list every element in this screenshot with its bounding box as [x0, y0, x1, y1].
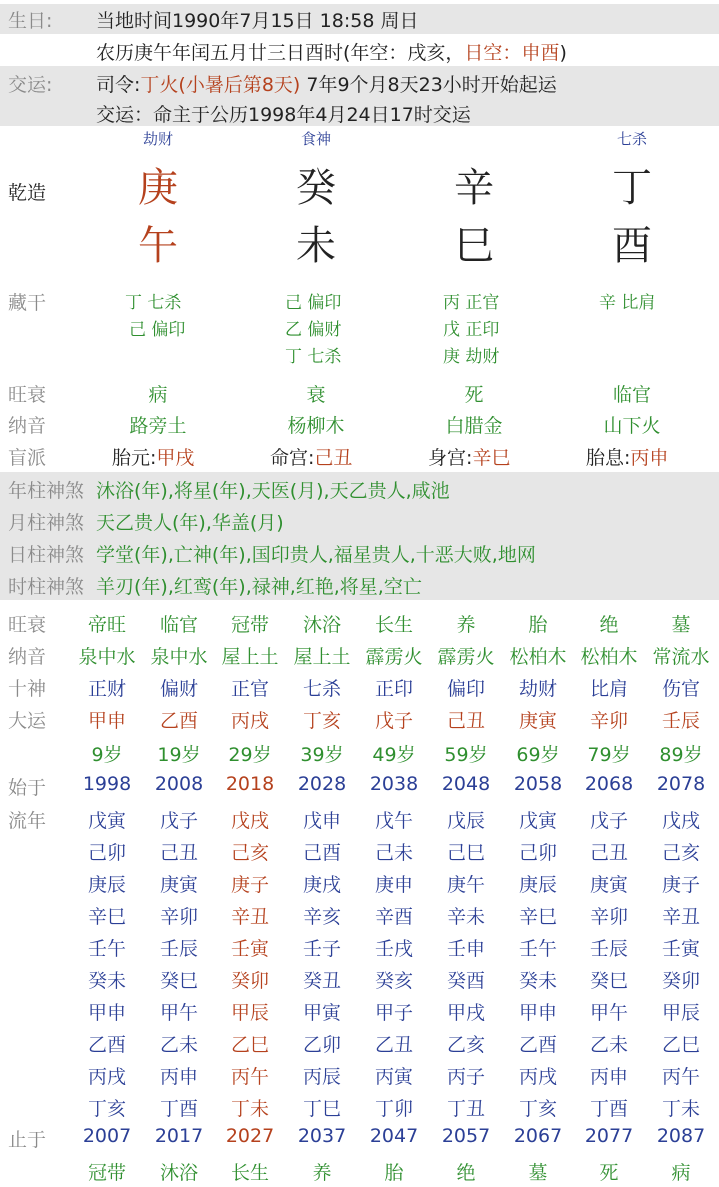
dayun-state: 沐浴 [302, 614, 341, 636]
liunian-cell: 乙未 [159, 1034, 198, 1056]
dayun-state: 临官 [159, 614, 198, 636]
mangpai-label: 盲派 [8, 447, 47, 469]
liunian-cell: 庚寅 [589, 874, 628, 896]
dayun-age: 19岁 [157, 744, 201, 766]
birth-line-2-d: ) [559, 42, 567, 64]
pillar-nayin-value: 路旁土 [129, 415, 187, 437]
dayun-nayin: 松柏木 [509, 646, 567, 668]
liunian-cell: 癸未 [87, 970, 126, 992]
dayun-state: 绝 [599, 614, 619, 636]
liunian-cell: 庚申 [374, 874, 413, 896]
shensha-text: 天乙贵人(年),华盖(月) [96, 512, 284, 534]
commander-value: 丁火(小暑后第8天) [140, 74, 301, 96]
liunian-cell: 辛未 [446, 906, 485, 928]
dayun-state: 长生 [374, 614, 413, 636]
liunian-cell: 癸巳 [159, 970, 198, 992]
liunian-cell: 甲寅 [302, 1002, 341, 1024]
states-label: 旺衰 [8, 384, 47, 406]
ten-god-label: 七杀 [616, 130, 647, 148]
liunian-cell: 丁酉 [159, 1098, 198, 1120]
dayun-pillar: 壬辰 [661, 710, 700, 732]
hidden-stems-label: 藏干 [8, 292, 47, 314]
hidden-stem-item: 丁 七杀 [285, 347, 342, 367]
dayun-end-year: 2087 [656, 1125, 706, 1147]
liunian-cell: 丙申 [159, 1066, 198, 1088]
liunian-cell: 丙子 [446, 1066, 485, 1088]
dayun-start-year: 2048 [441, 773, 491, 795]
earthly-branch: 巳 [454, 223, 494, 269]
chart-label: 乾造 [8, 182, 47, 204]
dayun-nayin: 霹雳火 [365, 646, 423, 668]
liunian-cell: 戊辰 [446, 810, 485, 832]
dayun-nayin: 屋上土 [293, 646, 351, 668]
dayun-ten-god: 七杀 [302, 678, 341, 700]
mangpai-value: 甲戌 [156, 447, 195, 469]
hidden-stem-item: 乙 偏财 [285, 320, 342, 340]
day-void-value: 申酉 [521, 42, 560, 64]
liunian-cell: 己酉 [302, 842, 341, 864]
liunian-cell: 癸卯 [230, 970, 269, 992]
liunian-cell: 辛卯 [159, 906, 198, 928]
liunian-cell: 甲午 [159, 1002, 198, 1024]
liunian-cell: 乙巳 [230, 1034, 269, 1056]
dayun-ten-god: 比肩 [589, 678, 628, 700]
dayun-ten-god: 偏财 [159, 678, 198, 700]
grid-row-label: 大运 [8, 710, 47, 732]
pillar-nayin-value: 山下火 [603, 415, 661, 437]
liunian-cell: 庚午 [446, 874, 485, 896]
dayun-pillar: 庚寅 [518, 710, 557, 732]
grid-row-label: 止于 [8, 1129, 47, 1151]
liunian-cell: 丁亥 [518, 1098, 557, 1120]
dayun-end-state: 墓 [528, 1162, 548, 1184]
shensha-label: 日柱神煞 [8, 544, 85, 566]
hidden-stem-item: 己 偏印 [129, 320, 186, 340]
dayun-start-year: 1998 [82, 773, 132, 795]
dayun-pillar: 丙戌 [230, 710, 269, 732]
liunian-cell: 乙未 [589, 1034, 628, 1056]
birth-line-2-a: 农历庚午年闰五月廿三日酉时(年空：戌亥， [96, 42, 465, 64]
liunian-cell: 戊寅 [518, 810, 557, 832]
liunian-cell: 壬寅 [230, 938, 269, 960]
dayun-ten-god: 伤官 [661, 678, 700, 700]
dayun-end-year: 2057 [441, 1125, 491, 1147]
liunian-cell: 庚辰 [87, 874, 126, 896]
liunian-cell: 戊午 [374, 810, 413, 832]
pillar-state: 衰 [306, 384, 326, 406]
liunian-cell: 乙酉 [518, 1034, 557, 1056]
dayun-age: 49岁 [372, 744, 416, 766]
dayun-end-state: 病 [671, 1162, 691, 1184]
pillar-state: 病 [148, 384, 168, 406]
liunian-cell: 甲申 [87, 1002, 126, 1024]
liunian-cell: 庚戌 [302, 874, 341, 896]
dayun-age: 89岁 [659, 744, 703, 766]
dayun-ten-god: 正财 [87, 678, 126, 700]
liunian-cell: 甲辰 [230, 1002, 269, 1024]
dayun-ten-god: 劫财 [518, 678, 557, 700]
liunian-cell: 丙戌 [87, 1066, 126, 1088]
liunian-cell: 庚寅 [159, 874, 198, 896]
mangpai-key: 胎息: [586, 447, 631, 469]
dayun-start-year: 2008 [154, 773, 204, 795]
dayun-end-state: 死 [599, 1162, 619, 1184]
dayun-start-year: 2028 [297, 773, 347, 795]
dayun-pillar: 己丑 [446, 710, 485, 732]
dayun-nayin: 屋上土 [221, 646, 279, 668]
heavenly-stem: 辛 [454, 165, 494, 211]
dayun-start-year: 2078 [656, 773, 706, 795]
dayun-age: 9岁 [91, 744, 123, 766]
nayin-label: 纳音 [8, 415, 47, 437]
dayun-state: 帝旺 [87, 614, 126, 636]
liunian-cell: 辛卯 [589, 906, 628, 928]
liunian-cell: 甲戌 [446, 1002, 485, 1024]
dayun-end-state: 长生 [230, 1162, 269, 1184]
heavenly-stem: 庚 [138, 165, 178, 211]
liunian-cell: 癸巳 [589, 970, 628, 992]
earthly-branch: 午 [138, 223, 178, 269]
dayun-state: 胎 [528, 614, 548, 636]
mangpai-item [586, 443, 668, 470]
heavenly-stem: 丁 [612, 165, 652, 211]
earthly-branch: 酉 [612, 223, 652, 269]
liunian-cell: 丙辰 [302, 1066, 341, 1088]
liunian-cell: 庚子 [661, 874, 700, 896]
pillar-nayin-value: 白腊金 [445, 415, 503, 437]
dayun-pillar: 辛卯 [589, 710, 628, 732]
liunian-cell: 己丑 [589, 842, 628, 864]
dayun-nayin: 常流水 [652, 646, 710, 668]
dayun-pillar: 戊子 [374, 710, 413, 732]
liunian-cell: 乙巳 [661, 1034, 700, 1056]
liunian-cell: 辛酉 [374, 906, 413, 928]
luck-line-2: 交运：命主于公历1998年4月24日17时交运 [96, 104, 471, 126]
liunian-cell: 丙申 [589, 1066, 628, 1088]
dayun-ten-god: 正官 [230, 678, 269, 700]
pillar-nayin-value: 杨柳木 [287, 415, 345, 437]
liunian-cell: 壬午 [87, 938, 126, 960]
liunian-cell: 癸亥 [374, 970, 413, 992]
dayun-nayin: 霹雳火 [437, 646, 495, 668]
dayun-age: 69岁 [516, 744, 560, 766]
dayun-state: 墓 [671, 614, 691, 636]
liunian-cell: 甲申 [518, 1002, 557, 1024]
liunian-cell: 丁亥 [87, 1098, 126, 1120]
grid-row-label: 十神 [8, 678, 47, 700]
liunian-cell: 甲子 [374, 1002, 413, 1024]
heavenly-stem: 癸 [296, 165, 336, 211]
liunian-cell: 癸酉 [446, 970, 485, 992]
liunian-cell: 戊戌 [661, 810, 700, 832]
mangpai-key: 胎元: [112, 447, 157, 469]
liunian-cell: 辛亥 [302, 906, 341, 928]
dayun-end-year: 2077 [584, 1125, 634, 1147]
liunian-cell: 己丑 [159, 842, 198, 864]
liunian-cell: 己亥 [661, 842, 700, 864]
dayun-state: 养 [456, 614, 476, 636]
shensha-label: 时柱神煞 [8, 576, 85, 598]
liunian-cell: 乙卯 [302, 1034, 341, 1056]
mangpai-item [112, 443, 194, 470]
dayun-end-year: 2027 [225, 1125, 275, 1147]
luck-start: 7年9个月8天23小时开始起运 [300, 74, 557, 96]
shensha-text: 羊刃(年),红鸾(年),禄神,红艳,将星,空亡 [96, 576, 422, 598]
liunian-cell: 丙午 [661, 1066, 700, 1088]
liunian-cell: 丁巳 [302, 1098, 341, 1120]
dayun-pillar: 甲申 [87, 710, 126, 732]
mangpai-item [428, 443, 510, 470]
grid-row-label: 纳音 [8, 646, 47, 668]
liunian-cell: 丁丑 [446, 1098, 485, 1120]
birth-line-2 [96, 38, 567, 65]
liunian-cell: 戊寅 [87, 810, 126, 832]
liunian-cell: 丁卯 [374, 1098, 413, 1120]
mangpai-value: 己丑 [314, 447, 353, 469]
liunian-cell: 庚辰 [518, 874, 557, 896]
liunian-cell: 癸卯 [661, 970, 700, 992]
commander-label: 司令: [96, 74, 141, 96]
liunian-cell: 壬戌 [374, 938, 413, 960]
luck-label: 交运: [8, 74, 53, 96]
pillar-state: 临官 [612, 384, 651, 406]
ten-god-label: 食神 [300, 130, 331, 148]
liunian-cell: 壬辰 [159, 938, 198, 960]
birth-line-1: 当地时间1990年7月15日 18:58 周日 [96, 10, 419, 32]
dayun-end-state: 胎 [384, 1162, 404, 1184]
hidden-stem-item: 己 偏印 [285, 293, 342, 313]
liunian-cell: 丙午 [230, 1066, 269, 1088]
liunian-cell: 己卯 [518, 842, 557, 864]
shensha-text: 学堂(年),亡神(年),国印贵人,福星贵人,十恶大败,地网 [96, 544, 536, 566]
dayun-start-year: 2068 [584, 773, 634, 795]
mangpai-value: 丙申 [630, 447, 669, 469]
liunian-cell: 辛巳 [87, 906, 126, 928]
liunian-cell: 丁未 [661, 1098, 700, 1120]
liunian-cell: 庚子 [230, 874, 269, 896]
dayun-age: 39岁 [300, 744, 344, 766]
pillar-state: 死 [464, 384, 484, 406]
shensha-label: 年柱神煞 [8, 480, 85, 502]
dayun-ten-god: 偏印 [446, 678, 485, 700]
mangpai-value: 辛巳 [472, 447, 511, 469]
liunian-cell: 丙寅 [374, 1066, 413, 1088]
dayun-end-state: 冠带 [87, 1162, 126, 1184]
dayun-pillar: 乙酉 [159, 710, 198, 732]
dayun-nayin: 松柏木 [580, 646, 638, 668]
liunian-cell: 壬午 [518, 938, 557, 960]
mangpai-key: 身宫: [428, 447, 473, 469]
liunian-cell: 戊戌 [230, 810, 269, 832]
dayun-ten-god: 正印 [374, 678, 413, 700]
liunian-cell: 戊子 [159, 810, 198, 832]
liunian-cell: 丙戌 [518, 1066, 557, 1088]
liunian-cell: 己卯 [87, 842, 126, 864]
liunian-cell: 壬寅 [661, 938, 700, 960]
earthly-branch: 未 [296, 223, 336, 269]
ten-god-label: 劫财 [142, 130, 173, 148]
dayun-end-year: 2047 [369, 1125, 419, 1147]
dayun-age: 59岁 [444, 744, 488, 766]
luck-line-1 [96, 70, 557, 97]
dayun-state: 冠带 [230, 614, 269, 636]
liunian-cell: 壬子 [302, 938, 341, 960]
hidden-stem-item: 辛 比肩 [599, 293, 656, 313]
shensha-text: 沐浴(年),将星(年),天医(月),天乙贵人,咸池 [96, 480, 450, 502]
hidden-stem-item: 戊 正印 [443, 320, 500, 340]
dayun-end-year: 2017 [154, 1125, 204, 1147]
liunian-cell: 己亥 [230, 842, 269, 864]
grid-row-label: 始于 [8, 777, 47, 799]
liunian-cell: 癸丑 [302, 970, 341, 992]
liunian-cell: 乙亥 [446, 1034, 485, 1056]
liunian-cell: 己巳 [446, 842, 485, 864]
dayun-nayin: 泉中水 [78, 646, 136, 668]
liunian-cell: 己未 [374, 842, 413, 864]
hidden-stem-item: 丁 七杀 [125, 293, 182, 313]
hidden-stem-item: 丙 正官 [443, 293, 500, 313]
dayun-start-year: 2018 [225, 773, 275, 795]
dayun-end-year: 2067 [513, 1125, 563, 1147]
hidden-stem-item: 庚 劫财 [443, 347, 500, 367]
dayun-age: 29岁 [228, 744, 272, 766]
mangpai-key: 命宫: [270, 447, 315, 469]
dayun-start-year: 2058 [513, 773, 563, 795]
liunian-cell: 丁酉 [589, 1098, 628, 1120]
dayun-end-state: 沐浴 [159, 1162, 198, 1184]
dayun-end-year: 2007 [82, 1125, 132, 1147]
birth-label: 生日: [8, 10, 53, 32]
dayun-age: 79岁 [587, 744, 631, 766]
liunian-cell: 戊子 [589, 810, 628, 832]
liunian-cell: 乙酉 [87, 1034, 126, 1056]
day-void-label: 日空： [464, 42, 522, 64]
dayun-end-state: 养 [312, 1162, 332, 1184]
liunian-cell: 甲午 [589, 1002, 628, 1024]
liunian-cell: 辛丑 [661, 906, 700, 928]
liunian-cell: 戊申 [302, 810, 341, 832]
grid-row-label: 旺衰 [8, 614, 47, 636]
dayun-end-state: 绝 [456, 1162, 476, 1184]
dayun-start-year: 2038 [369, 773, 419, 795]
liunian-cell: 癸未 [518, 970, 557, 992]
grid-row-label: 流年 [8, 810, 47, 832]
dayun-nayin: 泉中水 [150, 646, 208, 668]
shensha-label: 月柱神煞 [8, 512, 85, 534]
liunian-cell: 丁未 [230, 1098, 269, 1120]
liunian-cell: 乙丑 [374, 1034, 413, 1056]
liunian-cell: 壬申 [446, 938, 485, 960]
mangpai-item [270, 443, 352, 470]
liunian-cell: 辛丑 [230, 906, 269, 928]
dayun-pillar: 丁亥 [302, 710, 341, 732]
liunian-cell: 壬辰 [589, 938, 628, 960]
dayun-end-year: 2037 [297, 1125, 347, 1147]
liunian-cell: 甲辰 [661, 1002, 700, 1024]
liunian-cell: 辛巳 [518, 906, 557, 928]
